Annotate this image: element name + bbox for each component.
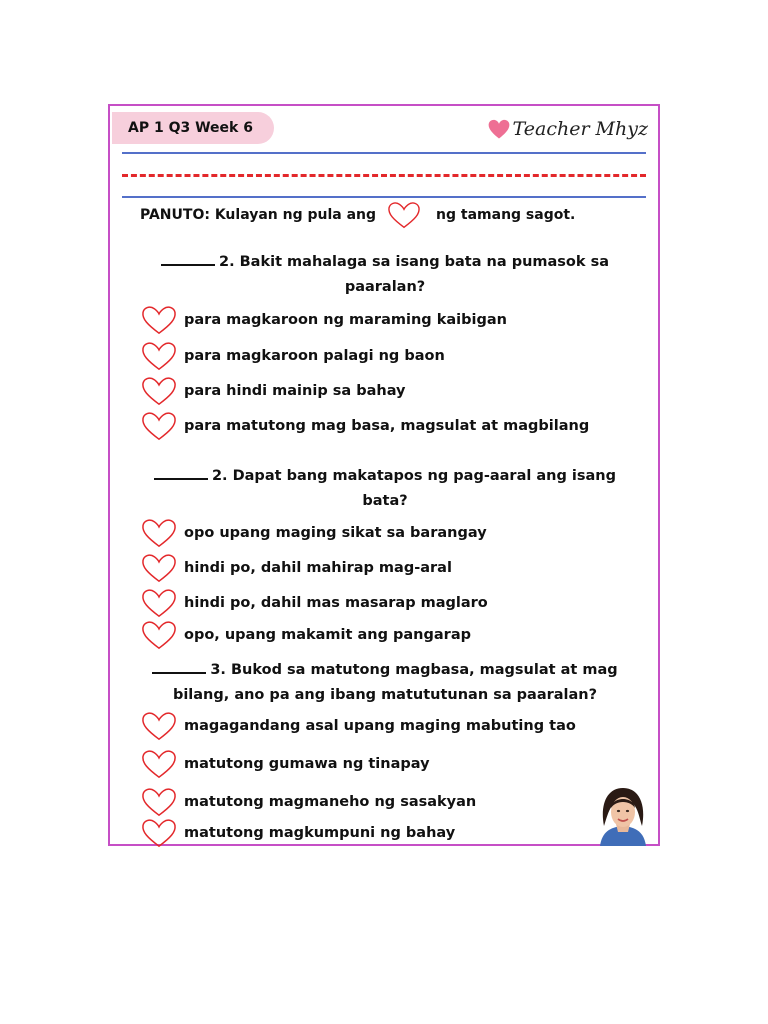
option-3b[interactable]: [140, 747, 430, 781]
heart-outline-icon[interactable]: [140, 619, 178, 651]
brand-logo: [487, 112, 648, 146]
top-divider: [122, 152, 646, 154]
brand-name: Teacher Mhyz: [512, 118, 648, 140]
option-2d[interactable]: [140, 618, 471, 652]
question-text: 3. Bukod sa matutong magbasa, magsulat at mag: [210, 662, 618, 678]
instruction-text-end: ng tamang sagot.: [436, 207, 576, 223]
heart-outline-icon[interactable]: [140, 410, 178, 442]
instruction-text-start: PANUTO: Kulayan ng pula ang: [140, 207, 377, 223]
option-label: para hindi mainip sa bahay: [184, 383, 406, 399]
answer-blank[interactable]: [154, 464, 208, 480]
question-3: [120, 658, 650, 708]
heart-outline-icon[interactable]: [140, 517, 178, 549]
option-label: matutong magkumpuni ng bahay: [184, 825, 456, 841]
heart-outline-icon[interactable]: [140, 710, 178, 742]
teacher-avatar: [594, 784, 652, 846]
option-3d[interactable]: [140, 816, 455, 850]
heart-outline-icon[interactable]: [140, 552, 178, 584]
heart-outline-icon[interactable]: [140, 304, 178, 336]
option-label: magagandang asal upang maging mabuting tao: [184, 718, 576, 734]
heart-filled-icon: [487, 118, 511, 140]
question-text: 2. Bakit mahalaga sa isang bata na pumasok sa: [218, 254, 610, 270]
option-label: matutong magmaneho ng sasakyan: [184, 794, 477, 810]
option-1c[interactable]: [140, 374, 406, 408]
heart-outline-icon[interactable]: [140, 786, 178, 818]
question-text: 2. Dapat bang makatapos ng pag-aaral ang isang: [211, 468, 617, 484]
question-1: [120, 250, 650, 300]
question-text-cont: bilang, ano pa ang ibang matututunan sa paaralan?: [172, 687, 598, 703]
question-text-cont: bata?: [362, 493, 408, 509]
lesson-badge: AP 1 Q3 Week 6: [112, 112, 274, 144]
answer-blank[interactable]: [152, 658, 206, 674]
option-2c[interactable]: [140, 586, 488, 620]
option-1a[interactable]: [140, 303, 507, 337]
option-label: hindi po, dahil mas masarap maglaro: [184, 595, 488, 611]
option-label: hindi po, dahil mahirap mag-aral: [184, 560, 452, 576]
option-2b[interactable]: [140, 551, 452, 585]
option-1d[interactable]: [140, 409, 589, 443]
question-2: [120, 464, 650, 514]
option-1b[interactable]: [140, 339, 445, 373]
dashed-divider: [122, 174, 646, 177]
heart-outline-icon[interactable]: [140, 587, 178, 619]
worksheet: [108, 104, 660, 846]
option-label: matutong gumawa ng tinapay: [184, 756, 430, 772]
heart-outline-icon: [386, 200, 422, 230]
option-label: para matutong mag basa, magsulat at magbilang: [184, 418, 590, 434]
option-label: para magkaroon palagi ng baon: [184, 348, 445, 364]
heart-outline-icon[interactable]: [140, 375, 178, 407]
answer-blank[interactable]: [161, 250, 215, 266]
option-label: para magkaroon ng maraming kaibigan: [184, 312, 507, 328]
heart-outline-icon[interactable]: [140, 340, 178, 372]
option-3c[interactable]: [140, 785, 476, 819]
option-2a[interactable]: [140, 516, 487, 550]
question-text-cont: paaralan?: [344, 279, 426, 295]
option-label: opo upang maging sikat sa barangay: [184, 525, 487, 541]
option-3a[interactable]: [140, 709, 576, 743]
instruction: [140, 202, 640, 228]
heart-outline-icon[interactable]: [140, 817, 178, 849]
bottom-divider: [122, 196, 646, 198]
heart-outline-icon[interactable]: [140, 748, 178, 780]
option-label: opo, upang makamit ang pangarap: [184, 627, 471, 643]
